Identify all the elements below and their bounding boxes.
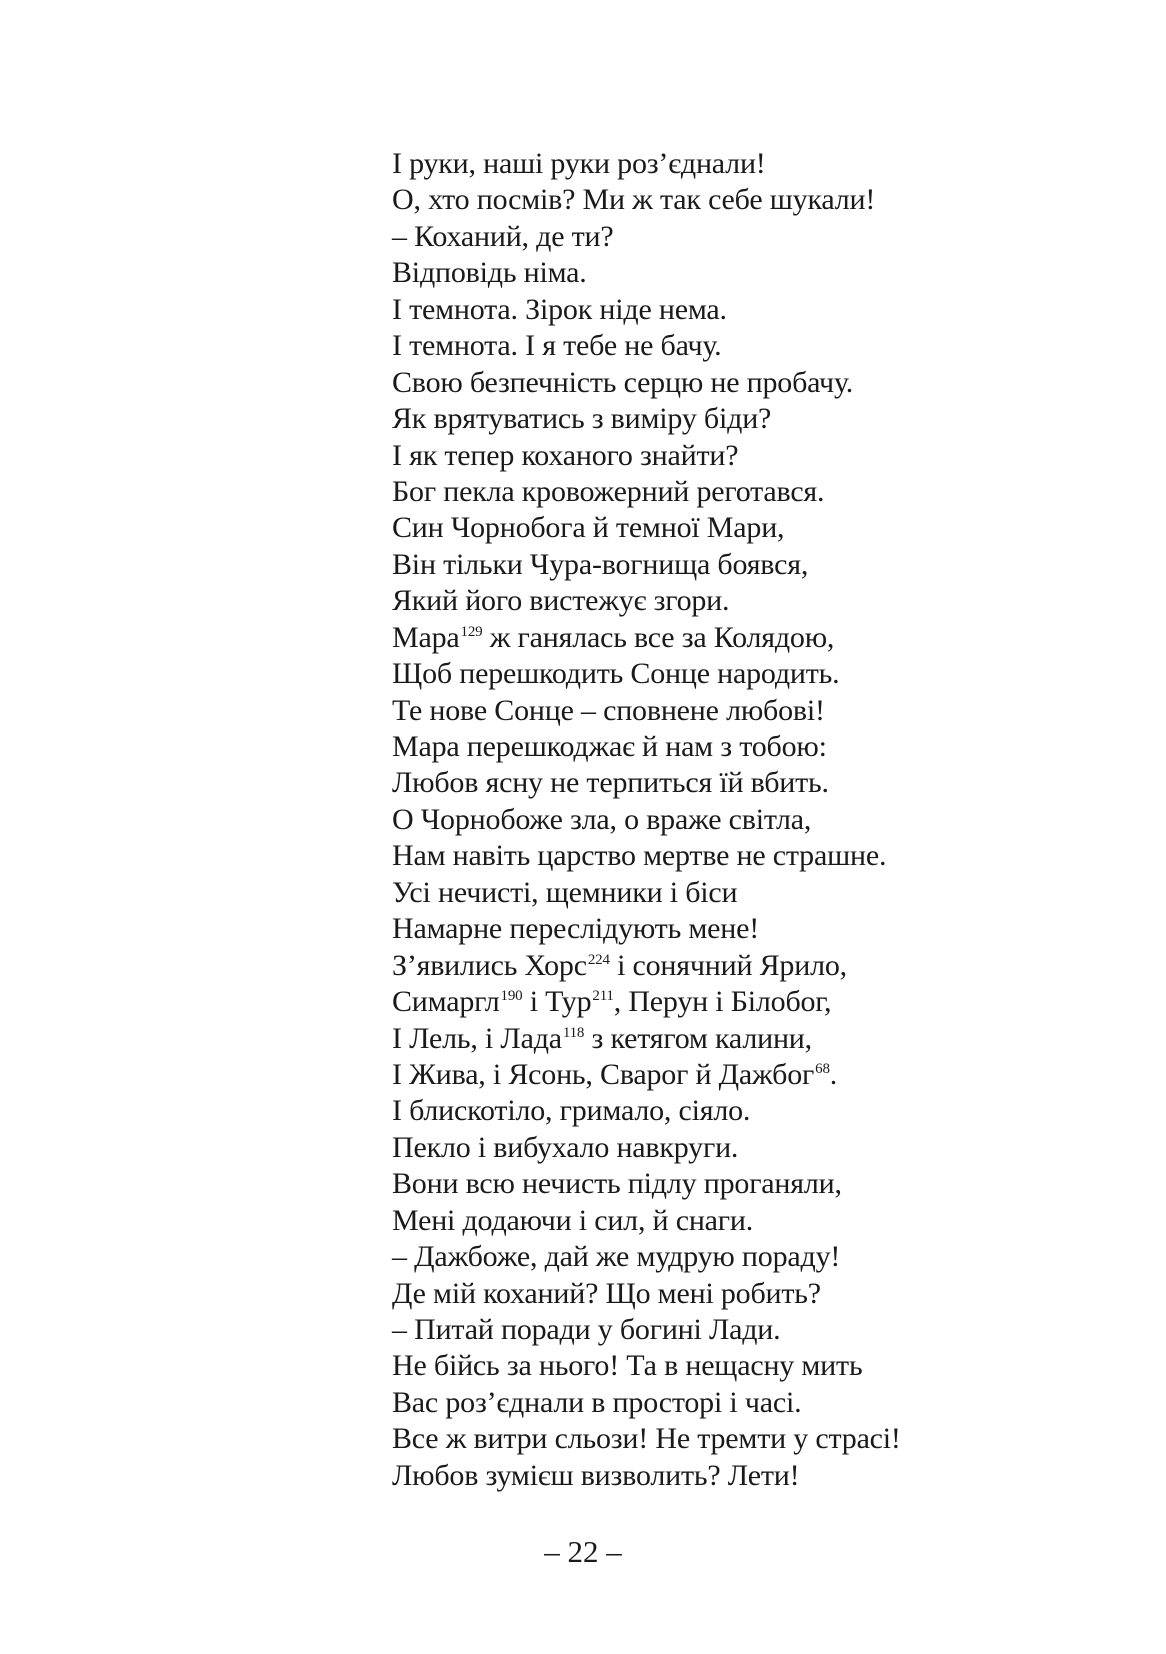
poem-line: Любов зумієш визволить? Лети! [392,1458,800,1492]
poem-line [392,1021,1112,1057]
poem-line: Де мій коханий? Що мені робить? [392,1276,821,1310]
poem-line: Він тільки Чура-вогнища боявся, [392,547,809,581]
poem-line [392,984,1112,1020]
poem-line-segment: Мара [392,620,460,654]
poem-line: Який його вистежує згори. [392,584,730,618]
poem-line [392,620,1112,656]
poem-line: Не бійсь за нього! Та в нещасну мить [392,1349,863,1383]
poem-text [392,146,1112,1494]
footnote-reference: 118 [562,1024,585,1041]
poem-line: І руки, наші руки роз’єднали! [392,147,766,180]
poem-line: Свою безпечність серцю не пробачу. [392,365,854,399]
poem-line-segment: з кетягом калини, [584,1021,812,1055]
poem-line: Мені додаючи і сил, й снаги. [392,1203,754,1237]
poem-line-segment: Симаргл [392,985,500,1019]
poem-line-segment: . [829,1057,838,1091]
poem-line: Вас роз’єднали в просторі і часі. [392,1385,802,1419]
poem-line: О Чорнобоже зла, о враже світла, [392,802,812,836]
poem-line: – Дажбоже, дай же мудрую пораду! [392,1240,841,1274]
poem-line: Бог пекла кровожерний реготався. [392,474,825,508]
poem-line: Любов ясну не терпиться їй вбить. [392,766,829,800]
poem-line: О, хто посмів? Ми ж так себе шукали! [392,183,876,217]
poem-line-segment: ж ганялась все за Колядою, [482,620,835,654]
poem-line: Вони всю нечисть підлу проганяли, [392,1167,842,1201]
footnote-reference: 129 [460,623,483,640]
poem-line: І як тепер коханого знайти? [392,438,739,472]
footnote-reference: 211 [592,988,614,1005]
poem-line-segment: і Тур [522,985,592,1019]
poem-line: Пекло і вибухало навкруги. [392,1130,739,1164]
poem-line [392,948,1112,984]
poem-line: І темнота. І я тебе не бачу. [392,329,722,363]
poem-line-segment: І Лель, і Лада [392,1021,562,1055]
poem-line-segment: і сонячний Ярило, [609,948,847,982]
poem-line: Щоб перешкодить Сонце народить. [392,657,840,691]
poem-line: – Коханий, де ти? [392,219,614,253]
poem-line: – Питай поради у богині Лади. [392,1313,781,1346]
poem-line: Усі нечисті, щемники і біси [392,875,738,909]
poem-line: Син Чорнобога й темної Мари, [392,511,785,545]
poem-line-segment: , Перун і Білобог, [613,985,832,1019]
poem-line: Все ж витри сльози! Не тремти у страсі! [392,1422,901,1456]
poem-line: І темнота. Зірок ніде нема. [392,292,727,326]
poem-line: І блискотіло, гримало, сіяло. [392,1094,751,1128]
page-number: – 22 – [544,1534,622,1569]
poem-line: Відповідь німа. [392,256,587,290]
poem-line [392,1057,1112,1093]
footnote-reference: 224 [587,951,610,968]
poem-line-segment: І Жива, і Ясонь, Сварог й Дажбог [392,1057,815,1091]
footnote-reference: 68 [815,1060,830,1077]
poem-line: Намарне переслідують мене! [392,912,760,946]
poem-line: Як врятуватись з виміру біди? [392,402,772,436]
poem-line: Мара перешкоджає й нам з тобою: [392,730,827,763]
poem-line: Те нове Сонце – сповнене любові! [392,693,825,727]
poem-line-segment: З’явились Хорс [392,948,587,982]
footnote-reference: 190 [500,988,523,1005]
poem-line: Нам навіть царство мертве не страшне. [392,839,887,873]
